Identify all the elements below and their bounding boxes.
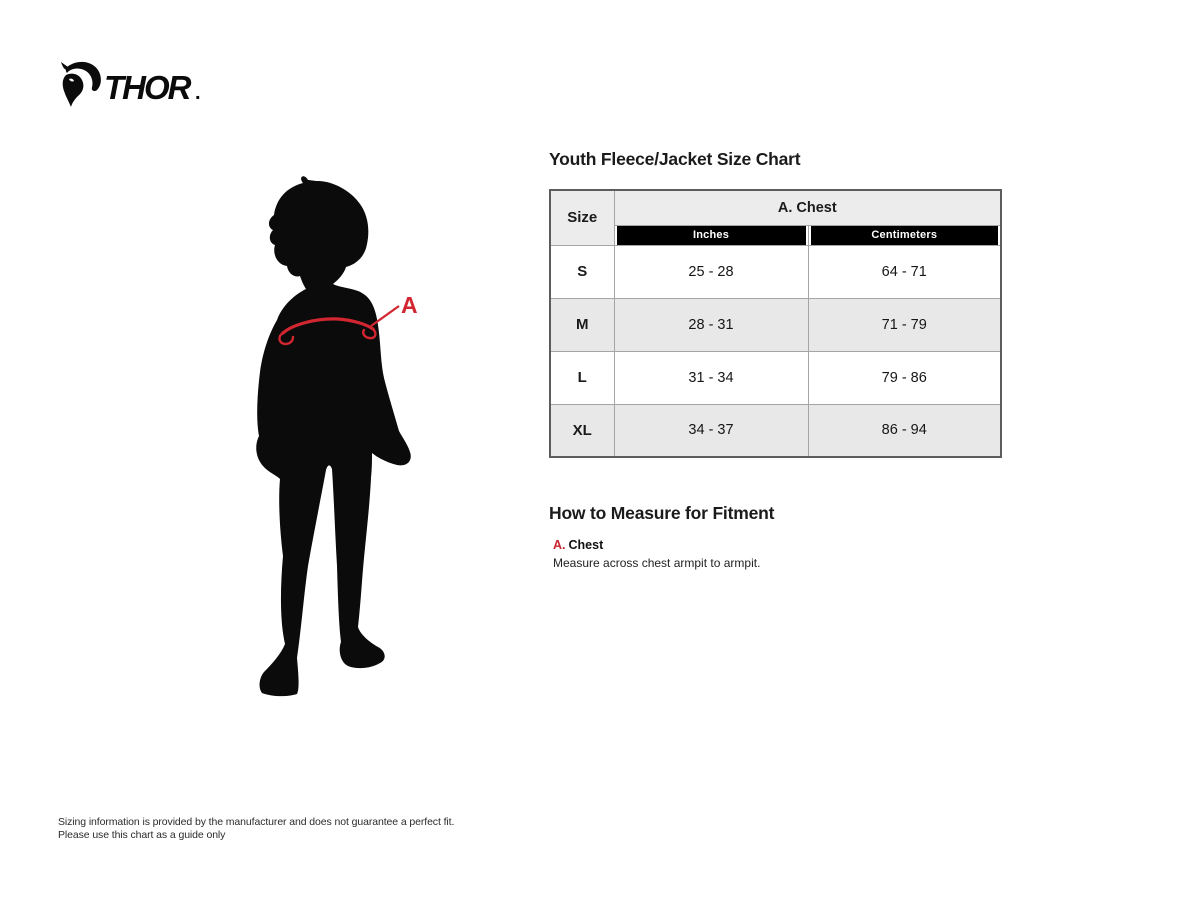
unit-header-inches-label: Inches xyxy=(617,226,806,245)
unit-header-centimeters-label: Centimeters xyxy=(811,226,999,245)
inches-cell: 34 - 37 xyxy=(614,404,808,457)
brand-wordmark: THOR xyxy=(104,69,190,106)
size-cell: L xyxy=(550,351,614,404)
size-chart-table xyxy=(549,189,1002,458)
table-row-xl xyxy=(550,404,1001,457)
thor-goat-icon xyxy=(58,60,208,110)
inches-cell: 25 - 28 xyxy=(614,245,808,298)
centimeters-cell: 86 - 94 xyxy=(808,404,1001,457)
unit-header-inches xyxy=(614,225,808,245)
table-row-s xyxy=(550,245,1001,298)
column-header-size: Size xyxy=(550,190,614,245)
centimeters-cell: 71 - 79 xyxy=(808,298,1001,351)
brand-wordmark-dot: . xyxy=(195,82,201,104)
disclaimer-line-2: Please use this chart as a guide only xyxy=(58,828,226,841)
measure-item-heading xyxy=(553,538,760,552)
measure-item-description: Measure across chest armpit to armpit. xyxy=(553,556,761,570)
centimeters-cell: 64 - 71 xyxy=(808,245,1001,298)
inches-cell: 28 - 31 xyxy=(614,298,808,351)
table-row-m xyxy=(550,298,1001,351)
measurement-figure xyxy=(230,170,490,710)
measure-item-label: Chest xyxy=(568,538,604,552)
child-silhouette xyxy=(256,176,411,696)
size-cell: M xyxy=(550,298,614,351)
unit-header-centimeters xyxy=(808,225,1001,245)
measure-guide-title: How to Measure for Fitment xyxy=(549,503,775,523)
inches-cell: 31 - 34 xyxy=(614,351,808,404)
centimeters-cell: 79 - 86 xyxy=(808,351,1001,404)
measure-item-key: A. xyxy=(553,538,566,552)
disclaimer xyxy=(58,816,454,841)
disclaimer-line-1: Sizing information is provided by the manufacturer and does not guarantee a perfect fit. xyxy=(58,816,455,828)
child-silhouette-graphic xyxy=(230,170,490,710)
annotation-label-a: A xyxy=(401,292,418,318)
size-chart-title: Youth Fleece/Jacket Size Chart xyxy=(549,149,801,169)
brand-logo xyxy=(58,60,208,110)
measure-guide-item-chest xyxy=(553,538,760,570)
size-cell: XL xyxy=(550,404,614,457)
table-row-l xyxy=(550,351,1001,404)
column-header-chest: A. Chest xyxy=(614,190,1001,225)
size-cell: S xyxy=(550,245,614,298)
